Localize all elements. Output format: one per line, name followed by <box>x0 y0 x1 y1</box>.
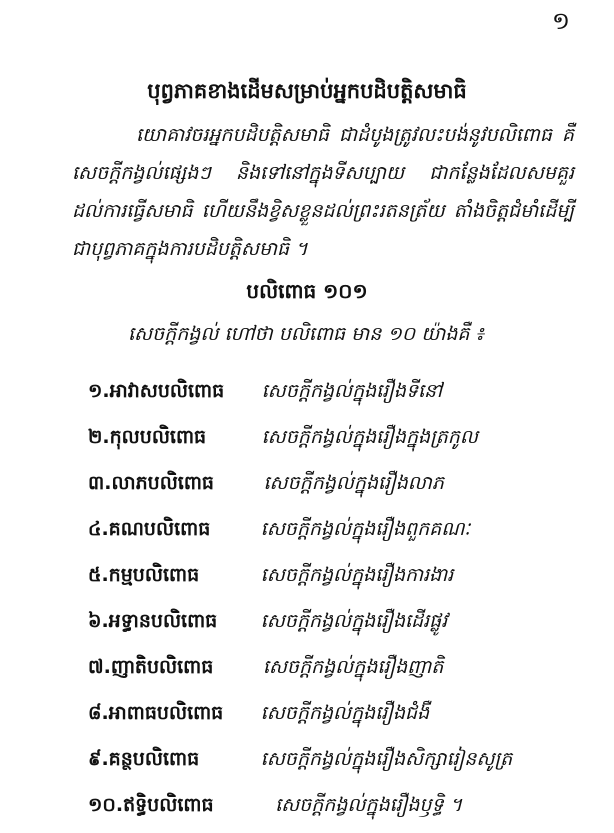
list-item <box>88 598 512 644</box>
item-term: កុលបលិពោធ <box>109 426 207 448</box>
section-title: បលិពោធ ១០១ <box>246 279 368 303</box>
item-description: សេចក្ដីកង្វល់ក្នុងរឿងឫទ្ធិ ។ <box>275 794 463 816</box>
item-description: សេចក្ដីកង្វល់ក្នុងរឿងជំងឺ <box>260 702 430 724</box>
item-number: ៧. <box>88 656 111 678</box>
list-item <box>88 644 512 690</box>
item-number: ៣. <box>88 472 112 494</box>
item-term: កម្មបលិពោធ <box>108 564 200 586</box>
page-heading: បុព្វភាគខាងដើមសម្រាប់អ្នកបដិបត្តិសមាធិ <box>147 79 467 103</box>
list-item <box>88 782 512 828</box>
item-number: ១០. <box>88 794 124 816</box>
item-term: គណបលិពោធ <box>108 518 211 540</box>
item-description: សេចក្ដីកង្វល់ក្នុងរឿងពួកគណៈ <box>260 518 471 540</box>
item-term: ញាតិបលិពោធ <box>110 656 214 678</box>
item-number: ៥. <box>88 564 109 586</box>
list-item <box>88 414 512 460</box>
item-number: ៦. <box>88 610 109 632</box>
page-number: ១ <box>551 7 570 35</box>
list-item <box>88 690 512 736</box>
item-number: ៩. <box>88 748 109 770</box>
item-term: អទ្ធានបលិពោធ <box>108 610 218 632</box>
intro-paragraph <box>72 116 574 268</box>
list-item <box>88 506 512 552</box>
item-number: ៤. <box>88 518 109 540</box>
item-term: គន្ថបលិពោធ <box>108 748 200 770</box>
item-description: សេចក្ដីកង្វល់ក្នុងរឿងក្នុងត្រកូល <box>261 426 478 448</box>
item-description: សេចក្ដីកង្វល់ក្នុងរឿងលាភ <box>263 472 444 494</box>
list-item <box>88 552 512 598</box>
intro-line: ដល់ការធ្វើសមាធិ ហើយនឹងខ្វិសខ្លួនដល់ព្រះរតនត្រ័យ តាំងចិត្តជំមាំដើម្បី <box>72 200 574 222</box>
list-item <box>88 736 512 782</box>
item-term: លាភបលិពោធ <box>111 472 214 494</box>
intro-line: សេចក្ដីកង្វល់ផ្សេងៗ និងទៅនៅក្នុងទីសប្បាយ ជាកន្លែងដែលសមគួរ <box>72 162 574 184</box>
item-number: ៨. <box>88 702 109 724</box>
item-term: អាពាធបលិពោធ <box>108 702 224 724</box>
intro-line: យោគាវចរអ្នកបដិបត្តិសមាធិ ជាដំបូងត្រូវលះបង់នូវបលិពោធ គឺ <box>136 124 574 146</box>
intro-line: ជាបុព្វភាគក្នុងការបដិបត្តិសមាធិ ។ <box>72 238 308 260</box>
palibodha-list <box>88 368 512 828</box>
item-number: ១. <box>88 380 110 402</box>
item-description: សេចក្ដីកង្វល់ក្នុងរឿងទីនៅ <box>261 380 443 402</box>
list-item <box>88 460 512 506</box>
item-description: សេចក្ដីកង្វល់ក្នុងរឿងសិក្សារៀនសូត្រ <box>260 748 513 770</box>
item-description: សេចក្ដីកង្វល់ក្នុងរឿងដើរផ្លូវ <box>260 610 448 632</box>
item-term: ឥទ្ធិបលិពោធ <box>123 794 214 816</box>
item-description: សេចក្ដីកង្វល់ក្នុងរឿងការងារ <box>260 564 454 586</box>
item-number: ២. <box>88 426 110 448</box>
item-term: អាវាសបលិពោធ <box>109 380 225 402</box>
item-description: សេចក្ដីកង្វល់ក្នុងរឿងញាតិ <box>262 656 444 678</box>
list-item <box>88 368 512 414</box>
list-lead-text: សេចក្ដីកង្វល់ ហៅថា បលិពោធ មាន ១០ យ៉ាងគឺ ៖ <box>128 323 484 345</box>
